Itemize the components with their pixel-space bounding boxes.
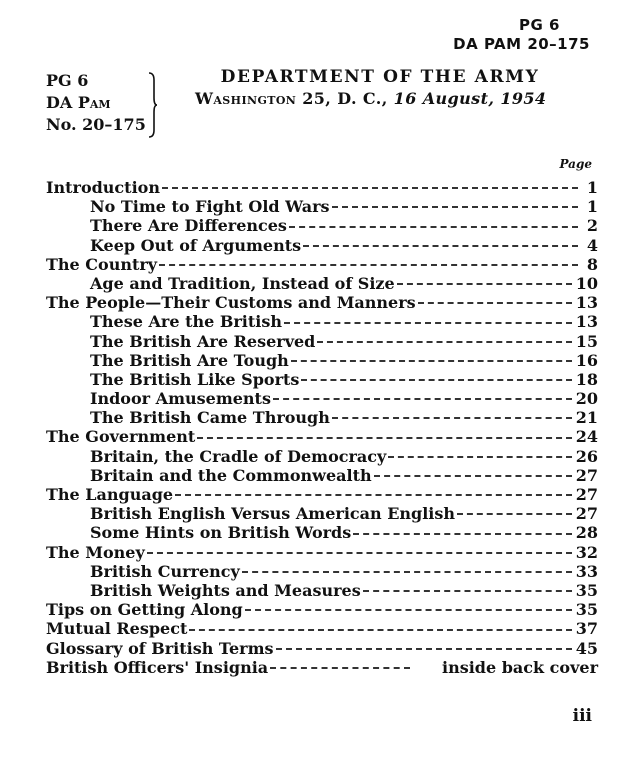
- issue-place: Washington 25, D. C.,: [195, 89, 388, 108]
- toc-entry-title: Britain, the Cradle of Democracy: [90, 446, 387, 466]
- toc-entry-page: 20: [575, 389, 598, 409]
- toc-entry: [46, 255, 598, 274]
- toc-entry-title: The British Came Through: [90, 408, 330, 428]
- toc-entry-page: 4: [586, 235, 598, 255]
- toc-entry: [46, 274, 598, 293]
- toc-entry-page: 2: [586, 216, 598, 236]
- toc-entry-page: 18: [575, 369, 598, 389]
- document-heading: [195, 66, 565, 110]
- toc-entry: [46, 600, 598, 619]
- toc-entry-title: The British Are Reserved: [90, 331, 316, 351]
- toc-entry-page: 16: [575, 350, 598, 370]
- dot-leader: [162, 187, 578, 189]
- toc-entry: [46, 639, 598, 658]
- page-column-label: Page: [559, 157, 592, 171]
- dot-leader: [284, 322, 572, 324]
- dot-leader: [270, 667, 410, 669]
- toc-entry-page: 13: [575, 312, 598, 332]
- dot-leader: [289, 226, 578, 228]
- toc-entry-page: 28: [575, 523, 598, 543]
- dot-leader: [332, 417, 572, 419]
- toc-entry: [46, 370, 598, 389]
- dot-leader: [147, 552, 572, 554]
- toc-entry-title: Keep Out of Arguments: [90, 235, 302, 255]
- toc-entry: [46, 466, 598, 485]
- toc-entry-title: British Officers' Insignia: [46, 657, 269, 677]
- toc-entry-page: 15: [575, 331, 598, 351]
- toc-entry-page: 21: [575, 408, 598, 428]
- toc-entry-page: 24: [575, 427, 598, 447]
- toc-entry-title: These Are the British: [90, 312, 282, 332]
- department-title: DEPARTMENT OF THE ARMY: [220, 67, 540, 87]
- toc-entry: [46, 178, 598, 197]
- toc-entry: [46, 581, 598, 600]
- dot-leader: [175, 494, 572, 496]
- toc-entry-page: 33: [575, 561, 598, 581]
- toc-entry-title: British English Versus American English: [90, 504, 456, 524]
- toc-entry: [46, 427, 598, 446]
- toc-entry-title: There Are Differences: [90, 216, 287, 236]
- toc-entry: [46, 658, 598, 677]
- toc-entry: [46, 236, 598, 255]
- dot-leader: [159, 264, 578, 266]
- page-header: [390, 16, 590, 54]
- toc-entry-title: Tips on Getting Along: [46, 600, 243, 620]
- right-brace-icon: [148, 72, 158, 138]
- dot-leader: [457, 513, 572, 515]
- toc-entry-page: 27: [575, 504, 598, 524]
- toc-entry: [46, 351, 598, 370]
- toc-entry-title: Mutual Respect: [46, 619, 188, 639]
- toc-entry: [46, 485, 598, 504]
- issue-place-date: [195, 88, 565, 110]
- toc-entry-page: 32: [575, 542, 598, 562]
- toc-entry: [46, 293, 598, 312]
- toc-entry-title: The British Like Sports: [90, 369, 300, 389]
- table-of-contents: [46, 178, 598, 677]
- toc-entry: [46, 408, 598, 427]
- toc-entry-page: 1: [586, 178, 598, 197]
- toc-entry-title: Glossary of British Terms: [46, 638, 274, 658]
- toc-entry-page: 35: [575, 600, 598, 620]
- dot-leader: [332, 206, 578, 208]
- dot-leader: [197, 437, 571, 439]
- dot-leader: [418, 302, 572, 304]
- toc-entry-title: Indoor Amusements: [90, 389, 271, 409]
- toc-entry-page: inside back cover: [441, 657, 598, 677]
- dot-leader: [276, 648, 572, 650]
- page-number: iii: [572, 706, 592, 726]
- toc-entry-title: Introduction: [46, 178, 160, 197]
- toc-entry-title: Britain and the Commonwealth: [90, 465, 372, 485]
- toc-entry: [46, 332, 598, 351]
- toc-entry-page: 1: [586, 197, 598, 217]
- header-pg: PG 6: [519, 16, 560, 34]
- toc-entry-page: 27: [575, 465, 598, 485]
- toc-entry-title: The British Are Tough: [90, 350, 289, 370]
- toc-entry-title: The Money: [46, 542, 145, 562]
- dot-leader: [303, 245, 578, 247]
- toc-entry-title: The People—Their Customs and Manners: [46, 293, 416, 313]
- toc-entry: [46, 447, 598, 466]
- dot-leader: [374, 475, 572, 477]
- pub-number: No. 20–175: [46, 115, 146, 134]
- toc-entry: [46, 197, 598, 216]
- toc-entry-page: 13: [575, 293, 598, 313]
- dot-leader: [317, 341, 571, 343]
- toc-entry-page: 10: [575, 273, 598, 293]
- toc-entry-title: British Weights and Measures: [90, 580, 361, 600]
- toc-entry-title: The Government: [46, 427, 196, 447]
- toc-entry-title: Age and Tradition, Instead of Size: [90, 273, 395, 293]
- toc-entry: [46, 543, 598, 562]
- dot-leader: [189, 629, 571, 631]
- dot-leader: [242, 571, 572, 573]
- dot-leader: [388, 456, 571, 458]
- toc-entry: [46, 562, 598, 581]
- toc-entry-title: The Country: [46, 254, 158, 274]
- toc-entry: [46, 619, 598, 638]
- issue-date: 16 August, 1954: [393, 89, 547, 108]
- toc-entry-page: 45: [575, 638, 598, 658]
- toc-entry: [46, 312, 598, 331]
- toc-entry: [46, 389, 598, 408]
- toc-entry-page: 27: [575, 485, 598, 504]
- dot-leader: [291, 360, 572, 362]
- publication-id-block: [46, 70, 146, 136]
- toc-entry: [46, 216, 598, 235]
- toc-entry-title: Some Hints on British Words: [90, 523, 352, 543]
- toc-entry-title: The Language: [46, 485, 174, 504]
- toc-entry: [46, 504, 598, 523]
- toc-entry-page: 37: [575, 619, 598, 639]
- toc-entry-title: British Currency: [90, 561, 240, 581]
- header-pam: DA PAM 20–175: [453, 35, 590, 53]
- dot-leader: [301, 379, 571, 381]
- dot-leader: [363, 590, 572, 592]
- pub-pam: DA Pam: [46, 93, 111, 112]
- toc-entry-title: No Time to Fight Old Wars: [90, 197, 330, 217]
- dot-leader: [245, 609, 572, 611]
- toc-entry-page: 8: [586, 254, 598, 274]
- dot-leader: [353, 533, 571, 535]
- dot-leader: [273, 398, 572, 400]
- dot-leader: [397, 283, 572, 285]
- pub-pg: PG 6: [46, 71, 89, 90]
- toc-entry-page: 35: [575, 580, 598, 600]
- toc-entry: [46, 523, 598, 542]
- toc-entry-page: 26: [575, 446, 598, 466]
